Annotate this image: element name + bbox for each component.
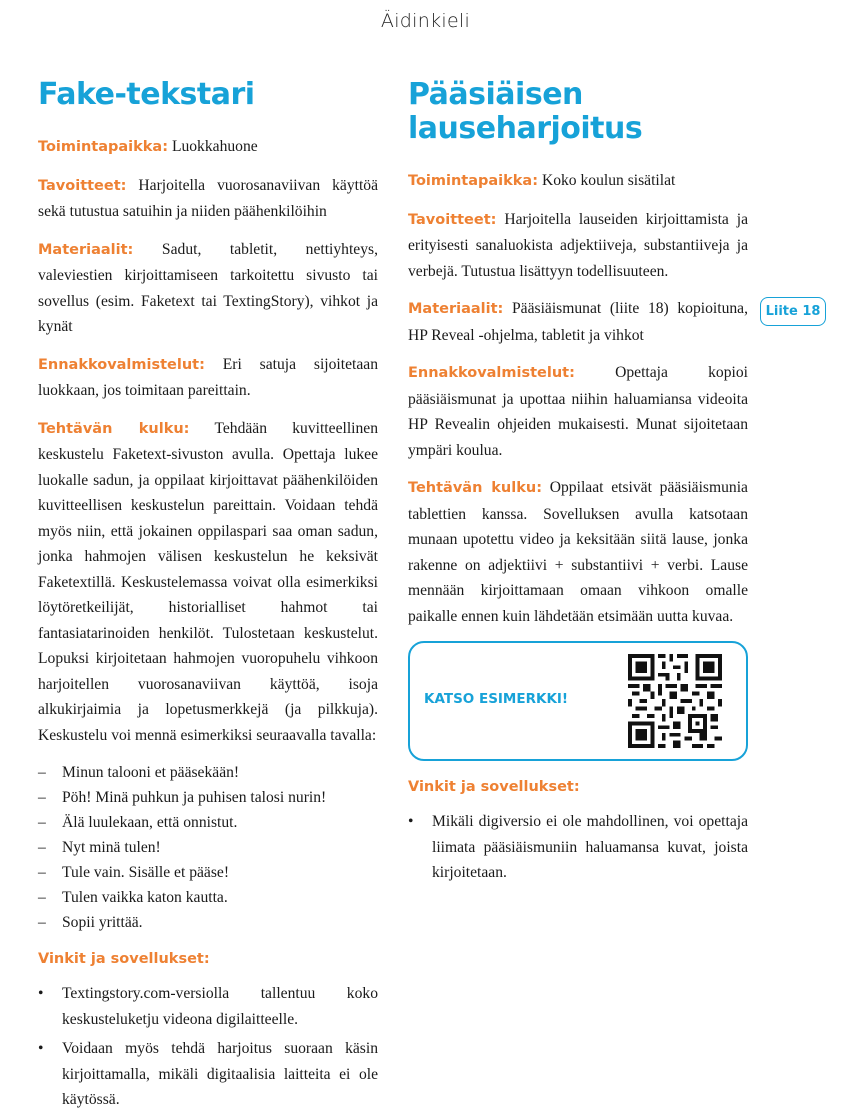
left-column — [38, 78, 378, 1117]
left-section-goals — [38, 173, 378, 225]
right-section-procedure — [408, 475, 748, 629]
section-label: Materiaalit: — [38, 241, 134, 258]
section-label: Toimintapaikka: — [38, 139, 169, 155]
dialogue-line: – Älä luulekaan, että onnistut. — [38, 810, 378, 835]
section-label: Ennakkovalmistelut: — [38, 356, 205, 373]
section-text: Sadut, tabletit, nettiyhteys, valeviestien kirjoittamiseen tarkoitettu sivusto tai sovellus (esim. Faketext tai TextingStory), vihkot ja kynät — [38, 240, 378, 335]
right-tips-list — [408, 809, 748, 886]
section-text: Harjoitella lauseiden kirjoittamista ja erityisesti sanaluokista adjektiiveja, substantiiveja ja verbejä. Tutustua lisättyyn todellisuuteen. — [408, 210, 748, 280]
section-label: Ennakkovalmistelut: — [408, 365, 575, 381]
dialogue-line: – Sopii yrittää. — [38, 910, 378, 935]
section-label: Materiaalit: — [408, 301, 504, 317]
section-label: Tehtävän kulku: — [38, 420, 190, 437]
right-column — [408, 78, 748, 890]
right-section-materials — [408, 296, 748, 348]
section-label: Toimintapaikka: — [408, 173, 539, 189]
left-section-procedure — [38, 416, 378, 749]
right-section-goals — [408, 207, 748, 285]
section-text: Koko koulun sisätilat — [541, 172, 676, 189]
section-text: Pääsiäismunat (liite 18) kopioituna, HP Reveal -ohjelma, tabletit ja vihkot — [408, 300, 748, 344]
example-box[interactable] — [408, 641, 748, 761]
section-label: Tavoitteet: — [408, 211, 497, 228]
tip-item: • Mikäli digiversio ei ole mahdollinen, voi opettaja liimata pääsiäismuniin haluamansa kuvat, joista kirjoitetaan. — [408, 809, 748, 886]
dialogue-line: – Tulen vaikka katon kautta. — [38, 885, 378, 910]
appendix-badge[interactable]: Liite 18 — [760, 297, 826, 326]
section-text: Opettaja kopioi pääsiäismunat ja upottaa niihin haluamiansa videoita HP Revealin ohjeiden mukaisesti. Munat sijoitetaan ympäri koulua. — [408, 364, 748, 459]
tip-item: • Voidaan myös tehdä harjoitus suoraan käsin kirjoittamalla, mikäli digitaalisia laitteita ei ole käytössä. — [38, 1036, 378, 1113]
dialogue-list — [38, 760, 378, 935]
page-header-subject: Äidinkieli — [380, 10, 471, 32]
example-label: KATSO ESIMERKKI! — [424, 691, 569, 707]
left-title: Fake-tekstari — [38, 77, 255, 112]
section-label: Tavoitteet: — [38, 177, 127, 194]
left-tips-list — [38, 981, 378, 1113]
left-section-location — [38, 134, 378, 161]
dialogue-line: – Nyt minä tulen! — [38, 835, 378, 860]
qr-code-icon[interactable] — [628, 654, 722, 748]
left-section-preparation — [38, 352, 378, 404]
dialogue-line: – Tule vain. Sisälle et pääse! — [38, 860, 378, 885]
right-tips-heading: Vinkit ja sovellukset: — [408, 779, 580, 795]
section-label: Tehtävän kulku: — [408, 480, 542, 496]
section-text: Eri satuja sijoitetaan luokkaan, jos toimitaan pareittain. — [38, 355, 378, 399]
section-text: Luokkahuone — [171, 138, 258, 155]
right-title: Pääsiäisen lauseharjoitus — [408, 77, 643, 146]
right-section-preparation — [408, 360, 748, 463]
dialogue-line: – Pöh! Minä puhkun ja puhisen talosi nurin! — [38, 785, 378, 810]
section-text: Harjoitella vuorosanaviivan käyttöä sekä tutustua satuihin ja niiden päähenkilöihin — [38, 176, 378, 220]
section-text: Tehdään kuvitteellinen keskustelu Faketext-sivuston avulla. Opettaja lukee luokalle sadun, ja oppilaat kirjoittavat päähenkilöiden kuvitteellisen keskustelun pareittain. Voidaan tehdä myös niin, että jokainen oppilaspari saa oman sadun, jonka hahmojen välisen keskustelun he keksivät Faketextillä. Keskustelemassa voivat olla esimerkiksi löytöretkeilijät, historialliset hahmot tai fantasiatarinoiden henkilöt. Tulostetaan keskustelut. Lopuksi kirjoitetaan hahmojen vuoropuhelu vihkoon harjoitellen vuorosanaviivan käyttöä, isoja alkukirjaimia ja lopetusmerkkejä (ja pilkkuja). Keskustelu voi mennä esimerkiksi seuraavalla tavalla: — [38, 419, 378, 744]
section-text: Oppilaat etsivät pääsiäismunia tablettien kanssa. Sovelluksen avulla katsotaan munaan upotettu video ja keksitään siitä lause, jonka rakenne on adjektiivi + substantiivi + verbi. Lause mennään kirjoittamaan omaan vihkoon omalle paikalle ennen kuin lähdetään etsimään uutta kuvaa. — [408, 479, 748, 625]
left-section-materials — [38, 237, 378, 340]
left-tips-heading: Vinkit ja sovellukset: — [38, 951, 210, 967]
right-section-location — [408, 168, 748, 195]
tip-item: • Textingstory.com-versiolla tallentuu koko keskusteluketju videona digilaitteelle. — [38, 981, 378, 1032]
dialogue-line: – Minun talooni et pääsekään! — [38, 760, 378, 785]
